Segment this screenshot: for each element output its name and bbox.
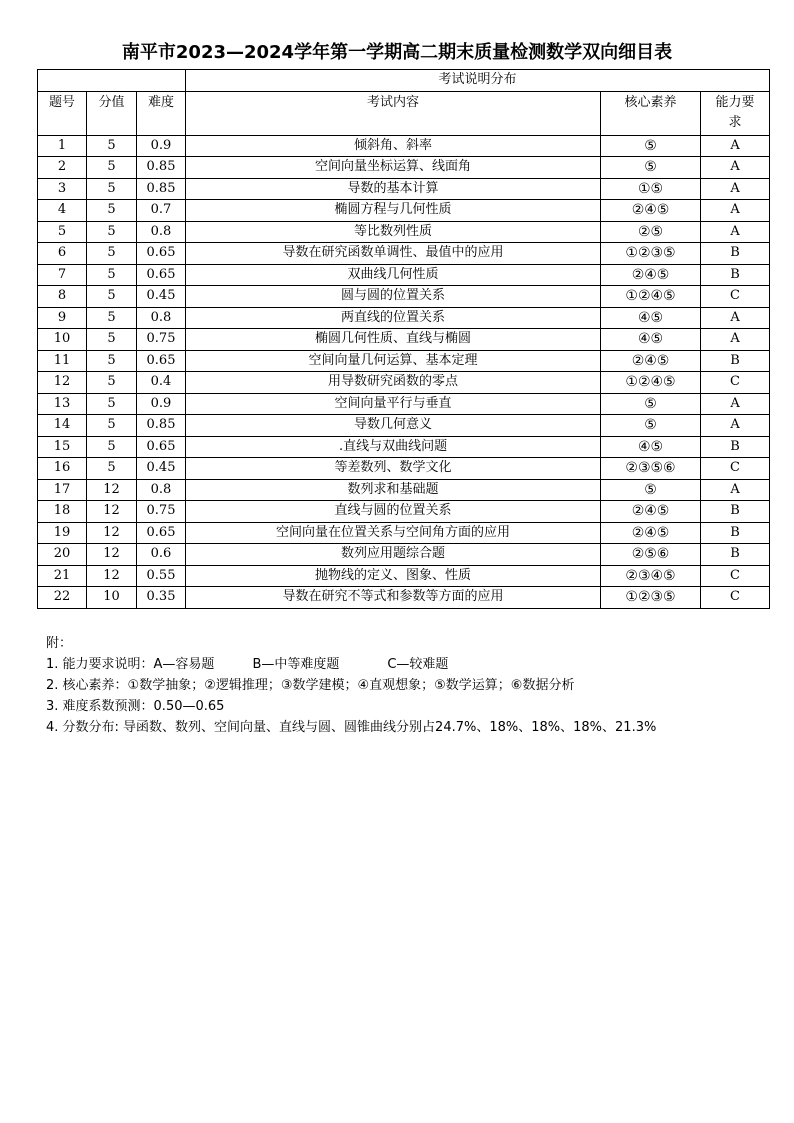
cell-core: ②③④⑤ (601, 565, 701, 587)
cell-content: 导数几何意义 (186, 415, 601, 437)
cell-number: 14 (38, 415, 87, 437)
cell-difficulty: 0.45 (137, 458, 186, 480)
cell-content: 用导数研究函数的零点 (186, 372, 601, 394)
cell-number: 8 (38, 286, 87, 308)
note-ability-a: 1. 能力要求说明：A—容易题 (46, 657, 215, 672)
group-header-exam-distribution: 考试说明分布 (186, 70, 770, 92)
header-score: 分值 (87, 91, 137, 135)
cell-difficulty: 0.9 (137, 135, 186, 157)
cell-core: ①②③⑤ (601, 587, 701, 609)
cell-content: 圆与圆的位置关系 (186, 286, 601, 308)
cell-difficulty: 0.65 (137, 350, 186, 372)
cell-number: 16 (38, 458, 87, 480)
cell-core: ②④⑤ (601, 350, 701, 372)
cell-ability: A (701, 393, 770, 415)
cell-content: 两直线的位置关系 (186, 307, 601, 329)
cell-score: 12 (87, 522, 137, 544)
cell-content: 空间向量几何运算、基本定理 (186, 350, 601, 372)
cell-ability: A (701, 178, 770, 200)
header-number: 题号 (38, 91, 87, 135)
cell-difficulty: 0.35 (137, 587, 186, 609)
cell-core: ②⑤ (601, 221, 701, 243)
note-ability-levels (46, 654, 656, 675)
cell-number: 10 (38, 329, 87, 351)
cell-ability: C (701, 587, 770, 609)
cell-number: 12 (38, 372, 87, 394)
cell-core: ②④⑤ (601, 501, 701, 523)
cell-content: 数列应用题综合题 (186, 544, 601, 566)
cell-content: 等差数列、数学文化 (186, 458, 601, 480)
cell-score: 5 (87, 436, 137, 458)
table-row (38, 243, 770, 265)
cell-core: ②④⑤ (601, 522, 701, 544)
cell-core: ④⑤ (601, 436, 701, 458)
page-title: 南平市2023—2024学年第一学期高二期末质量检测数学双向细目表 (121, 42, 673, 63)
cell-ability: A (701, 415, 770, 437)
cell-content: 数列求和基础题 (186, 479, 601, 501)
cell-difficulty: 0.6 (137, 544, 186, 566)
cell-number: 4 (38, 200, 87, 222)
cell-ability: C (701, 565, 770, 587)
cell-ability: A (701, 200, 770, 222)
cell-ability: B (701, 501, 770, 523)
table-row (38, 458, 770, 480)
cell-content: 空间向量平行与垂直 (186, 393, 601, 415)
cell-difficulty: 0.75 (137, 501, 186, 523)
table-row (38, 393, 770, 415)
cell-content: 双曲线几何性质 (186, 264, 601, 286)
cell-number: 6 (38, 243, 87, 265)
cell-score: 5 (87, 243, 137, 265)
cell-core: ①②③⑤ (601, 243, 701, 265)
cell-core: ①②④⑤ (601, 372, 701, 394)
cell-number: 15 (38, 436, 87, 458)
table-row (38, 544, 770, 566)
cell-content: 导数的基本计算 (186, 178, 601, 200)
note-score-distribution: 4. 分数分布: 导函数、数列、空间向量、直线与圆、圆锥曲线分别占24.7%、18%、18%、18%、21.3% (46, 720, 657, 735)
table-row (38, 436, 770, 458)
table-row (38, 479, 770, 501)
cell-number: 20 (38, 544, 87, 566)
cell-core: ④⑤ (601, 307, 701, 329)
cell-ability: C (701, 286, 770, 308)
cell-core: ②④⑤ (601, 264, 701, 286)
cell-score: 5 (87, 329, 137, 351)
notes-section (46, 633, 656, 738)
table-row (38, 350, 770, 372)
cell-score: 10 (87, 587, 137, 609)
cell-score: 5 (87, 415, 137, 437)
cell-ability: A (701, 307, 770, 329)
spec-table (37, 69, 770, 609)
cell-core: ①②④⑤ (601, 286, 701, 308)
cell-difficulty: 0.65 (137, 264, 186, 286)
cell-number: 13 (38, 393, 87, 415)
table-row (38, 286, 770, 308)
table-row (38, 372, 770, 394)
cell-number: 5 (38, 221, 87, 243)
cell-score: 12 (87, 479, 137, 501)
cell-difficulty: 0.4 (137, 372, 186, 394)
table-group-header-row (38, 70, 770, 92)
table-row (38, 329, 770, 351)
cell-score: 5 (87, 393, 137, 415)
cell-number: 22 (38, 587, 87, 609)
cell-difficulty: 0.85 (137, 157, 186, 179)
cell-score: 5 (87, 458, 137, 480)
cell-core: ⑤ (601, 479, 701, 501)
cell-difficulty: 0.65 (137, 522, 186, 544)
note-ability-b: B—中等难度题 (252, 657, 340, 672)
cell-number: 2 (38, 157, 87, 179)
cell-ability: B (701, 243, 770, 265)
cell-ability: C (701, 458, 770, 480)
header-core: 核心素养 (601, 91, 701, 135)
cell-ability: A (701, 329, 770, 351)
cell-score: 5 (87, 178, 137, 200)
cell-ability: A (701, 479, 770, 501)
cell-score: 5 (87, 221, 137, 243)
cell-number: 11 (38, 350, 87, 372)
cell-ability: A (701, 157, 770, 179)
cell-content: 直线与圆的位置关系 (186, 501, 601, 523)
table-body (38, 135, 770, 608)
cell-ability: B (701, 522, 770, 544)
cell-difficulty: 0.85 (137, 178, 186, 200)
cell-difficulty: 0.85 (137, 415, 186, 437)
table-row (38, 178, 770, 200)
cell-content: 空间向量坐标运算、线面角 (186, 157, 601, 179)
note-ability-c: C—较难题 (387, 657, 449, 672)
table-row (38, 522, 770, 544)
cell-ability: B (701, 264, 770, 286)
table-header-row (38, 91, 770, 135)
cell-number: 21 (38, 565, 87, 587)
table-row (38, 501, 770, 523)
cell-score: 12 (87, 565, 137, 587)
note-difficulty-forecast: 3. 难度系数预测：0.50—0.65 (46, 699, 225, 714)
notes-heading: 附： (46, 636, 73, 651)
cell-score: 12 (87, 501, 137, 523)
cell-difficulty: 0.9 (137, 393, 186, 415)
cell-ability: C (701, 372, 770, 394)
cell-score: 5 (87, 264, 137, 286)
cell-number: 19 (38, 522, 87, 544)
cell-core: ⑤ (601, 135, 701, 157)
cell-ability: A (701, 221, 770, 243)
cell-difficulty: 0.75 (137, 329, 186, 351)
cell-difficulty: 0.8 (137, 221, 186, 243)
cell-content: 导数在研究不等式和参数等方面的应用 (186, 587, 601, 609)
table-row (38, 307, 770, 329)
cell-score: 12 (87, 544, 137, 566)
cell-core: ⑤ (601, 393, 701, 415)
cell-difficulty: 0.8 (137, 479, 186, 501)
cell-difficulty: 0.45 (137, 286, 186, 308)
header-ability (701, 91, 770, 135)
cell-ability: A (701, 135, 770, 157)
cell-score: 5 (87, 157, 137, 179)
cell-score: 5 (87, 200, 137, 222)
note-core-literacy: 2. 核心素养：①数学抽象；②逻辑推理；③数学建模；④直观想象；⑤数学运算；⑥数据分析 (46, 678, 575, 693)
header-difficulty: 难度 (137, 91, 186, 135)
cell-content: 椭圆几何性质、直线与椭圆 (186, 329, 601, 351)
cell-difficulty: 0.7 (137, 200, 186, 222)
cell-number: 17 (38, 479, 87, 501)
header-content: 考试内容 (186, 91, 601, 135)
cell-content: 抛物线的定义、图象、性质 (186, 565, 601, 587)
table-row (38, 200, 770, 222)
cell-content: 椭圆方程与几何性质 (186, 200, 601, 222)
cell-difficulty: 0.55 (137, 565, 186, 587)
cell-core: ②⑤⑥ (601, 544, 701, 566)
cell-number: 7 (38, 264, 87, 286)
table-row (38, 587, 770, 609)
cell-core: ①⑤ (601, 178, 701, 200)
cell-difficulty: 0.8 (137, 307, 186, 329)
cell-ability: B (701, 350, 770, 372)
cell-number: 18 (38, 501, 87, 523)
table-row (38, 264, 770, 286)
cell-content: 等比数列性质 (186, 221, 601, 243)
cell-score: 5 (87, 372, 137, 394)
cell-content: 空间向量在位置关系与空间角方面的应用 (186, 522, 601, 544)
cell-core: ④⑤ (601, 329, 701, 351)
cell-number: 9 (38, 307, 87, 329)
cell-content: 倾斜角、斜率 (186, 135, 601, 157)
cell-content: 导数在研究函数单调性、最值中的应用 (186, 243, 601, 265)
cell-ability: B (701, 436, 770, 458)
cell-difficulty: 0.65 (137, 243, 186, 265)
cell-score: 5 (87, 307, 137, 329)
cell-score: 5 (87, 350, 137, 372)
table-row (38, 565, 770, 587)
cell-content: .直线与双曲线问题 (186, 436, 601, 458)
cell-core: ⑤ (601, 415, 701, 437)
cell-core: ②③⑤⑥ (601, 458, 701, 480)
table-row (38, 221, 770, 243)
cell-score: 5 (87, 135, 137, 157)
table-row (38, 135, 770, 157)
cell-core: ②④⑤ (601, 200, 701, 222)
table-row (38, 157, 770, 179)
cell-number: 1 (38, 135, 87, 157)
cell-difficulty: 0.65 (137, 436, 186, 458)
cell-number: 3 (38, 178, 87, 200)
cell-score: 5 (87, 286, 137, 308)
cell-core: ⑤ (601, 157, 701, 179)
cell-ability: B (701, 544, 770, 566)
header-ability-label: 能力要求 (715, 94, 755, 130)
table-row (38, 415, 770, 437)
empty-header-cell (38, 70, 186, 92)
